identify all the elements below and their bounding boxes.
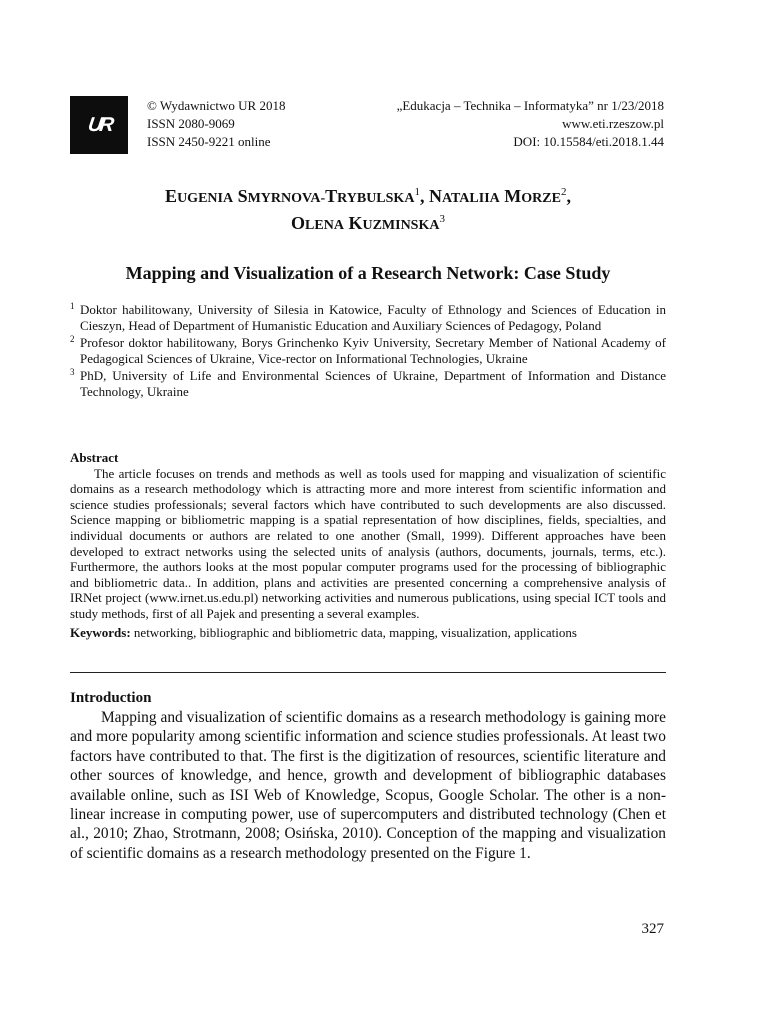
paper-title: Mapping and Visualization of a Research Network: Case Study (125, 263, 611, 283)
publisher-line: © Wydawnictwo UR 2018 (147, 98, 286, 113)
section-divider (70, 672, 666, 673)
page-number: 327 (641, 921, 664, 937)
keywords-text: networking, bibliographic and bibliometric data, mapping, visualization, applications (133, 624, 577, 640)
affiliation-3 (70, 368, 666, 399)
abstract-heading: Abstract (70, 450, 119, 465)
affiliation-num: 2 (70, 334, 75, 344)
abstract-section (70, 450, 666, 640)
affiliation-text: PhD, University of Life and Environmental Sciences of Ukraine, Department of Information and Distance Technology, Ukraine (80, 368, 666, 399)
keywords-label: Keywords: (70, 624, 131, 640)
abstract-body: The article focuses on trends and methods as well as tools used for mapping and visualization of scientific domains as a research methodology which is attracting more and more interest from scientific information and science studies professionals; several factors which have contributed to such developments are also discussed. Science mapping or bibliometric mapping is a spatial representation of how disciplines, fields, specialties, and individual documents or authors are related to one another (Small, 1999). Different approaches have been developed to extract networks using the selected units of analysis (authors, documents, journals, terms, etc.). Furthermore, the authors looks at the most popular computer programs used for the processing of bibliographic and bibliometric data.. In addition, plans and activities are presented concerning a comprehensive analysis of IRNet project (www.irnet.us.edu.pl) networking activities and numerous publications, using special ICT tools and study methods, first of all Pajek and presenting a several examples. (70, 465, 666, 621)
journal-line: „Edukacja – Technika – Informatyka” nr 1/23/2018 (396, 98, 664, 113)
issn-online: ISSN 2450-9221 online (147, 134, 271, 149)
affiliation-num: 1 (70, 301, 75, 311)
author-3: OLENA KUZMINSKA (291, 213, 440, 233)
header-left (147, 97, 285, 151)
affiliation-text: Doktor habilitowany, University of Silesia in Katowice, Faculty of Ethnology and Sciences of Education in Cieszyn, Head of Department of Humanistic Education and Auxiliary Sciences of Pedagogy, Poland (80, 302, 666, 333)
introduction-section (70, 688, 666, 863)
author-line-1: EUGENIA SMYRNOVA-TRYBULSKA$^1$, NATALIIA MORZE$^2$, (165, 186, 571, 206)
publisher-logo (70, 96, 128, 154)
author-2-sup: 2 (560, 186, 567, 198)
header-right (397, 97, 664, 151)
author-list (70, 184, 666, 238)
introduction-body: Mapping and visualization of scientific domains as a research methodology is gaining more and more popularity among scientific information and science studies professionals. At least two factors have contributed to that. The first is the digitization of resources, scientific literature and other sources of knowledge, and hence, growth and development of bibliographic databases available online, such as ISI Web of Knowledge, Scopus, Google Scholar. The other is a non-linear increase in computing power, use of supercomputers and distributed technology (Chen et al., 2010; Zhao, Strotmann, 2008; Osińska, 2010). Conception of the mapping and visualization of scientific domains as a research methodology presented on the Figure 1. (70, 709, 666, 862)
author-1-sup: 1 (414, 186, 420, 198)
author-line-2 (70, 211, 666, 238)
keywords-line (70, 625, 666, 641)
author-3-sup: 3 (439, 213, 445, 225)
affiliation-2 (70, 335, 666, 366)
logo-text: UR (86, 113, 113, 136)
affiliations (70, 302, 666, 401)
doi-line: DOI: 10.15584/eti.2018.1.44 (513, 134, 664, 149)
affiliation-num: 3 (70, 367, 75, 377)
issn-print: ISSN 2080-9069 (147, 116, 235, 131)
author-1: EUGENIA SMYRNOVA-TRYBULSKA (165, 186, 415, 206)
website-link[interactable]: www.eti.rzeszow.pl (562, 116, 664, 131)
author-2: NATALIIA MORZE (428, 186, 561, 206)
affiliation-text: Profesor doktor habilitowany, Borys Grinchenko Kyiv University, Secretary Member of National Academy of Pedagogical Sciences of Ukraine, Vice-rector on Informational Technologies, Ukraine (80, 335, 666, 366)
affiliation-1 (70, 302, 666, 333)
introduction-heading: Introduction (70, 690, 152, 706)
